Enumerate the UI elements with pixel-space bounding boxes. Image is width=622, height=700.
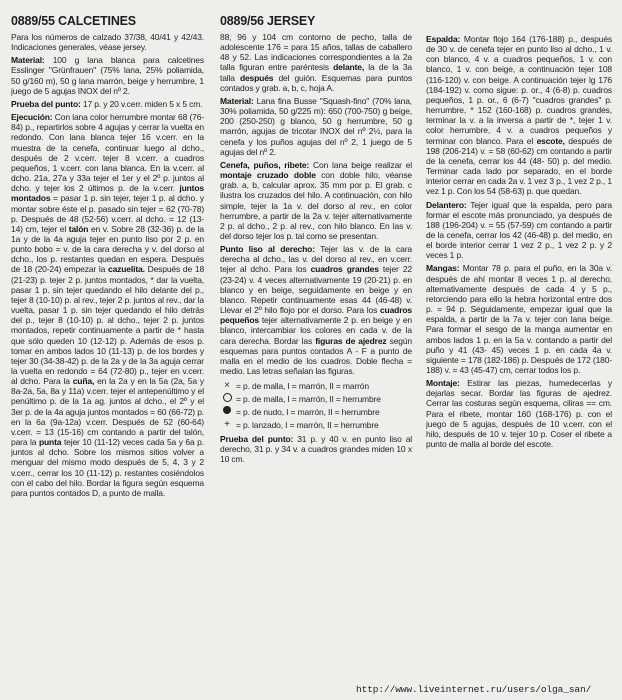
jersey-material: Material: Lana fina Busse "Squash-fino" (70% lana, 30% poliamida, 50 g/225 m): 650 (700-750) g beige, 200 (250-250) g blanco, 50 g herrumbre, 50 g marrón, agujas de tricotar INOX del nº 2½, para la cenefa y los puños agujas del nº 2, 1 juego de 5 agujas del nº 2. — [220, 95, 412, 157]
delantero-section: Delantero: Tejer igual que la espalda, pero para formar el escote más pronunciado, ya después de 188 (196-204) v. = 55 (57-59) cm contando a partir de la cenefa, cerrar los 42 (46-48) p. del medio, en el borde interior cerrar 1 vez 2 p., 1 vez 2 p. y 2 veces 1 p. — [426, 199, 612, 261]
legend-row: = p. de nudo, I = marrón, II = herrumbre — [220, 405, 412, 418]
column-espalda — [426, 34, 612, 534]
jersey-punto-liso: Punto liso al derecho: Tejer las v. de la cara derecha al dcho., las v. del dorso al rev., en v.cerr. tejer al dcho. Para los cuadros grandes tejer 22 (23-24) v. 4 veces alternativamente 19 (20-21) p. en blanco y en beige, seguidamente en beige y en blanco. Repetir continuamente esas 44 (46-48) v. Llevar el 2º hilo flojo por el dorso. Para los cuadros pequeños tejer alternativamente 2 p. en beige y en blanco, intercambiar los colores en cada v. de la cara derecha. Bordar las figuras de ajedrez según esquemas para puntos contados A - F a punto de malla en el medio de los cuadros. Doble flecha = medio. Las letras señalan las figuras. — [220, 244, 412, 376]
jersey-intro: 88, 96 y 104 cm contorno de pecho, talla de adolescente 176 = para 15 años, tallas de caballero 48 y 52. Las indicaciones correspondientes a la 2a talla figuran entre paréntesis delante, la de la 3a talla después del guión. Esquemas para puntos contados y grab. a, b, c, hoja A. — [220, 32, 412, 93]
calcetines-intro: Para los números de calzado 37/38, 40/41 y 42/43. Indicaciones generales, véase jersey. — [11, 32, 204, 53]
montaje-section: Montaje: Estirar las piezas, humedecerlas y dejarlas secar. Bordar las figuras de ajedrez. Cerrar las costuras según esquema, ciliras == cm. Para el ribete, montar 160 (168-176) p. con el juego de 5 agujas, después de 10 v.cerr. con el hilo, después de 10 v. tejer 10 p. Coser el ribete a punto de malla al borde del escote. — [426, 378, 612, 450]
calcetines-material: Material: 100 g lana blanca para calcetines Esslinger "Grünfrauen" (75% lana, 25% poliamida, 50 g/160 m), 50 g lana marrón, beige y herrumbre, 1 juego de 5 agujas INOX del nº 2. — [11, 55, 204, 96]
calcetines-ejecucion: Ejecución: Con lana color herrumbre montar 68 (76-84) p., repartirlos sobre 4 agujas y cerrar la vuelta en redondo. Con lana blanca tejer 16 v.cerr. en la muestra de la cenefa, continuar luego al dcho., después de 2 v.cerr. tejer 8 v.cerr. a cuadros pequeños, 1 v.cerr. con lana blanca. En la v.cerr. al dcho. 21a, 27a y 33a tejer el 1er y el 2º p. juntos al dcho. y tejer los 2 últimos p. de la v.cerr. juntos montados = pasar 1 p. sin tejer, tejer 1 p. al dcho. y montar sobre éste el p. pasado sin tejer = 62 (70-78) p. Después de 48 (52-56) v.cerr. al dcho. = 12 (13-14) cm, tejer el talón en v. Sobre 28 (32-36) p. de la 1a y de la 4a aguja tejer en punto liso por 2 p. en punto bobo = v. de la cara derecha y v. del dorso al dcho., los p. restantes quedan en espera. Después de 18 (20-24) empezar la cazuelita. Después de 18 (21-23) p. tejer 2 p. juntos montados, * dar la vuelta, pasar 1 p. sin tejer quedando el hilo delante del p., tejer 8 (10-10) p. al rev., tejer 2 p. juntos al rev., dar la vuelta, pasar 1 p. sin tejer quedando el hilo detrás del p., tejer 8 (10-10) p. al dcho., tejer 2 p. juntos montados, repetir continuamente a partir de * hasta que sólo queden 10 (12-12) p. Además de esos p. tomar en ambos lados 10 (11-13) p. de los bordes y tejer 30 (34-38-42) p. de la 2a y de la 3a aguja cerrar la vuelta en redondo = 64 (72-80) p., tejer en v.cerr. al dcho. Para la cuña, en la 2a y en la 5a (2a, 5a y 8a-2a, 5a, 8a y 11a) v.cerr. tejer el antepenúltimo y el penúltimo p. de la 1a ag. juntos al dcho., el 2º y el 3er p. de la 4a aguja juntos montados = 60 (66-72) p. en la 6a (9a-12a) v.cerr. Después de 52 (60-64) v.cerr. = 13 (15-16) cm contando a partir del talón, para la punta tejer 10 (11-12) veces cada 5a y 6a p. juntos al dcho. Sobre los mismos sitios volver a menguar del mismo modo después de 5, 4, 3 y 2 v.cerr., cerrar los 10 (11-12) p. restantes cosiéndolos con el cabo del hilo. Bordar la figura según esquema para puntos contados D, a punto de malla. — [11, 112, 204, 498]
filled-dot-icon — [220, 406, 234, 417]
plus-icon: + — [224, 418, 230, 430]
legend-row: × = p. de malla, I = marrón, II = marrón — [220, 379, 412, 392]
cross-icon: × — [224, 379, 230, 391]
column-jersey — [220, 14, 412, 604]
legend-row: = p. de malla, I = marrón, II = herrumbre — [220, 392, 412, 405]
stitch-legend — [220, 379, 412, 431]
jersey-title: 0889/56 JERSEY — [220, 14, 316, 28]
jersey-cenefa: Cenefa, puños, ribete: Con lana beige realizar el montaje cruzado doble con doble hilo, véanse grab. a, b, calcular aprox. 35 mm por p. El grab. c ilustra los cruzados del hilo. A continuación, con hilo simple, tejer la 1a v. del dorso al rev., en color herrumbre, a partir de la 2a v. tejer alternativamente 2 p. al dcho., 2 p. al rev., con hilo blanco. En las v. del dorso tejer los p. tal como se presentan. — [220, 159, 412, 241]
mangas-section: Mangas: Montar 78 p. para el puño, en la 30a v. después de ahí montar 8 veces 1 p. al derecho, alternativamente después de cada 4 y 5 p., retorciendo para ello la hebra horizontal entre dos p. = 94 p. Seguidamente, empezar igual que la espalda, a partir de la 7a v. tejer con lana beige. Para formar el sesgo de la manga aumentar en ambos lados 1 p. en la 5a v. contando a partir del puño y 41 (43- 45) veces 1 p. en cada 4a v. siguiente = 178 (182-186) p. Después de 172 (180-188) v. = 43 (45-47) cm, cerrar todos los p. — [426, 263, 612, 375]
jersey-prueba: Prueba del punto: 31 p. y 40 v. en punto liso al derecho, 31 p. y 34 v. a cuadros grandes miden 10 x 10 cm. — [220, 434, 412, 465]
calcetines-prueba: Prueba del punto: 17 p. y 20 v.cerr. miden 5 x 5 cm. — [11, 98, 203, 109]
circle-outline-icon — [220, 393, 234, 405]
legend-row: + = p. lanzado, I = marrón, II = herrumbre — [220, 418, 412, 431]
espalda-section: Espalda: Montar flojo 164 (176-188) p., después de 30 v. de cenefa tejer en punto liso al dcho., 1 v. con blanco, 4 v. a cuadros pequeños, 1 v. con blanco, 1 v. con beige, a continuación tejer 108 (116-120) v. con beige. A continuación tejer lg 176 (184-192) v. como sigue: p. or., 4 (6-8) p. cuadros pequeños, 1 p. or., 6 (6-7) "cuadros grandes" p. herrumbre, * 152 (160-168) p. cuadros grandes, terminar la v. a la inversa a partir de *, tejer 1 v. color herrumbre, 4 v. a cuadros pequeños y terminar con blanco. Para el escote, después de 198 (206-214) v. = 58 (60-62) cm contando a partir de la cenefa, cerrar los 44 (48- 50) p. del medio. Terminar cada lado por separado, en el borde interior cerrar en cada 2a v. 1 vez 3 p., 1 vez 2 p., 1 vez 1 p. Con los 54 (58-63) p. que quedan. — [426, 34, 612, 197]
column-calcetines — [11, 14, 204, 694]
source-url: http://www.liveinternet.ru/users/olga_san/ — [356, 684, 592, 695]
calcetines-title: 0889/55 CALCETINES — [11, 14, 136, 28]
